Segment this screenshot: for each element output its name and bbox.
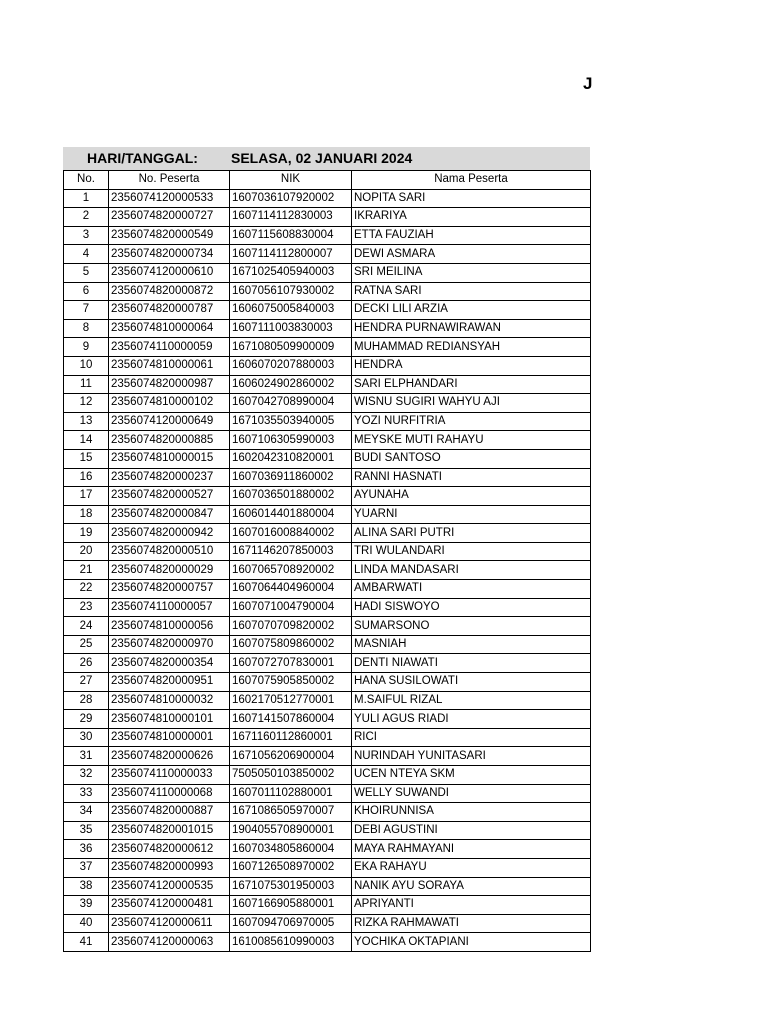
table-row xyxy=(64,877,591,896)
participant-name: SUMARSONO xyxy=(352,617,591,636)
table-body xyxy=(64,189,591,951)
row-number: 7 xyxy=(64,301,109,320)
row-number: 9 xyxy=(64,338,109,357)
participant-number: 2356074120000610 xyxy=(109,263,230,282)
nik-value: 1607114112800007 xyxy=(230,245,352,264)
participant-name: HADI SISWOYO xyxy=(352,598,591,617)
row-number: 38 xyxy=(64,877,109,896)
participant-name: MASNIAH xyxy=(352,635,591,654)
table-row xyxy=(64,505,591,524)
table-row xyxy=(64,449,591,468)
row-number: 18 xyxy=(64,505,109,524)
table-row xyxy=(64,524,591,543)
participant-name: KHOIRUNNISA xyxy=(352,803,591,822)
nik-value: 1607166905880001 xyxy=(230,896,352,915)
participant-name: UCEN NTEYA SKM xyxy=(352,766,591,785)
participant-number: 2356074820000510 xyxy=(109,542,230,561)
participant-number: 2356074110000057 xyxy=(109,598,230,617)
participant-number: 2356074820000847 xyxy=(109,505,230,524)
nik-value: 1671160112860001 xyxy=(230,728,352,747)
participant-number: 2356074120000481 xyxy=(109,896,230,915)
participant-number: 2356074820000626 xyxy=(109,747,230,766)
participant-name: AYUNAHA xyxy=(352,487,591,506)
row-number: 4 xyxy=(64,245,109,264)
nik-value: 1606014401880004 xyxy=(230,505,352,524)
participant-name: ETTA FAUZIAH xyxy=(352,226,591,245)
participant-number: 2356074810000101 xyxy=(109,710,230,729)
table-row xyxy=(64,542,591,561)
participant-name: DENTI NIAWATI xyxy=(352,654,591,673)
nik-value: 1904055708900001 xyxy=(230,821,352,840)
table-row xyxy=(64,580,591,599)
participant-name: MAYA RAHMAYANI xyxy=(352,840,591,859)
participant-number: 2356074820000527 xyxy=(109,487,230,506)
participant-number: 2356074810000102 xyxy=(109,394,230,413)
nik-value: 7505050103850002 xyxy=(230,766,352,785)
column-header-nik: NIK xyxy=(230,171,352,190)
table-row xyxy=(64,487,591,506)
participant-number: 2356074820000970 xyxy=(109,635,230,654)
table-row xyxy=(64,840,591,859)
participant-number: 2356074120000063 xyxy=(109,933,230,952)
participant-name: RATNA SARI xyxy=(352,282,591,301)
nik-value: 1606024902860002 xyxy=(230,375,352,394)
nik-value: 1607042708990004 xyxy=(230,394,352,413)
row-number: 39 xyxy=(64,896,109,915)
participant-name: RICI xyxy=(352,728,591,747)
row-number: 15 xyxy=(64,449,109,468)
row-number: 26 xyxy=(64,654,109,673)
row-number: 34 xyxy=(64,803,109,822)
nik-value: 1607075809860002 xyxy=(230,635,352,654)
participant-number: 2356074820000872 xyxy=(109,282,230,301)
participant-name: RANNI HASNATI xyxy=(352,468,591,487)
table-row xyxy=(64,282,591,301)
table-row xyxy=(64,189,591,208)
participant-name: MUHAMMAD REDIANSYAH xyxy=(352,338,591,357)
table-row xyxy=(64,654,591,673)
row-number: 14 xyxy=(64,431,109,450)
nik-value: 1607065708920002 xyxy=(230,561,352,580)
row-number: 41 xyxy=(64,933,109,952)
nik-value: 1671080509900009 xyxy=(230,338,352,357)
participant-number: 2356074820000029 xyxy=(109,561,230,580)
nik-value: 1607106305990003 xyxy=(230,431,352,450)
table-row xyxy=(64,914,591,933)
participant-name: HENDRA PURNAWIRAWAN xyxy=(352,319,591,338)
column-header-no-peserta: No. Peserta xyxy=(109,171,230,190)
participant-number: 2356074120000535 xyxy=(109,877,230,896)
row-number: 37 xyxy=(64,858,109,877)
participant-name: DECKI LILI ARZIA xyxy=(352,301,591,320)
participant-name: SRI MEILINA xyxy=(352,263,591,282)
date-header-band xyxy=(63,147,590,170)
participant-name: YULI AGUS RIADI xyxy=(352,710,591,729)
table-row xyxy=(64,673,591,692)
participant-number: 2356074820000951 xyxy=(109,673,230,692)
row-number: 23 xyxy=(64,598,109,617)
table-row xyxy=(64,766,591,785)
nik-value: 1607115608830004 xyxy=(230,226,352,245)
nik-value: 1671086505970007 xyxy=(230,803,352,822)
row-number: 2 xyxy=(64,208,109,227)
nik-value: 1607034805860004 xyxy=(230,840,352,859)
row-number: 1 xyxy=(64,189,109,208)
table-row xyxy=(64,803,591,822)
participant-name: YUARNI xyxy=(352,505,591,524)
row-number: 3 xyxy=(64,226,109,245)
nik-value: 1607056107930002 xyxy=(230,282,352,301)
nik-value: 1671035503940005 xyxy=(230,412,352,431)
row-number: 16 xyxy=(64,468,109,487)
table-row xyxy=(64,784,591,803)
nik-value: 1607094706970005 xyxy=(230,914,352,933)
nik-value: 1607075905850002 xyxy=(230,673,352,692)
row-number: 17 xyxy=(64,487,109,506)
participant-name: WISNU SUGIRI WAHYU AJI xyxy=(352,394,591,413)
nik-value: 1607114112830003 xyxy=(230,208,352,227)
row-number: 5 xyxy=(64,263,109,282)
table-row xyxy=(64,319,591,338)
day-date-value: SELASA, 02 JANUARI 2024 xyxy=(231,150,413,166)
table-row xyxy=(64,208,591,227)
participant-number: 2356074810000064 xyxy=(109,319,230,338)
table-row xyxy=(64,747,591,766)
participant-name: IKRARIYA xyxy=(352,208,591,227)
participant-name: WELLY SUWANDI xyxy=(352,784,591,803)
table-row xyxy=(64,858,591,877)
participant-number: 2356074820000237 xyxy=(109,468,230,487)
row-number: 27 xyxy=(64,673,109,692)
participant-number: 2356074820000549 xyxy=(109,226,230,245)
nik-value: 1607011102880001 xyxy=(230,784,352,803)
table-row xyxy=(64,635,591,654)
participant-name: ALINA SARI PUTRI xyxy=(352,524,591,543)
participant-number: 2356074820000354 xyxy=(109,654,230,673)
row-number: 31 xyxy=(64,747,109,766)
participant-table xyxy=(63,170,591,952)
table-row xyxy=(64,375,591,394)
participant-number: 2356074820000612 xyxy=(109,840,230,859)
participant-name: DEBI AGUSTINI xyxy=(352,821,591,840)
row-number: 13 xyxy=(64,412,109,431)
participant-number: 2356074820000727 xyxy=(109,208,230,227)
participant-number: 2356074820000942 xyxy=(109,524,230,543)
row-number: 30 xyxy=(64,728,109,747)
column-header-nama-peserta: Nama Peserta xyxy=(352,171,591,190)
participant-name: SARI ELPHANDARI xyxy=(352,375,591,394)
table-row xyxy=(64,356,591,375)
participant-name: BUDI SANTOSO xyxy=(352,449,591,468)
row-number: 8 xyxy=(64,319,109,338)
participant-name: MEYSKE MUTI RAHAYU xyxy=(352,431,591,450)
row-number: 28 xyxy=(64,691,109,710)
table-row xyxy=(64,821,591,840)
table-row xyxy=(64,468,591,487)
nik-value: 1607036911860002 xyxy=(230,468,352,487)
nik-value: 1671056206900004 xyxy=(230,747,352,766)
participant-number: 2356074820000757 xyxy=(109,580,230,599)
table-row xyxy=(64,561,591,580)
nik-value: 1607111003830003 xyxy=(230,319,352,338)
participant-number: 2356074120000649 xyxy=(109,412,230,431)
participant-name: HANA SUSILOWATI xyxy=(352,673,591,692)
participant-name: YOZI NURFITRIA xyxy=(352,412,591,431)
participant-name: DEWI ASMARA xyxy=(352,245,591,264)
participant-name: NOPITA SARI xyxy=(352,189,591,208)
row-number: 25 xyxy=(64,635,109,654)
participant-name: APRIYANTI xyxy=(352,896,591,915)
row-number: 24 xyxy=(64,617,109,636)
participant-name: EKA RAHAYU xyxy=(352,858,591,877)
row-number: 40 xyxy=(64,914,109,933)
participant-number: 2356074120000611 xyxy=(109,914,230,933)
nik-value: 1607126508970002 xyxy=(230,858,352,877)
participant-number: 2356074820000787 xyxy=(109,301,230,320)
participant-number: 2356074820000887 xyxy=(109,803,230,822)
participant-number: 2356074810000032 xyxy=(109,691,230,710)
participant-number: 2356074820000987 xyxy=(109,375,230,394)
nik-value: 1607064404960004 xyxy=(230,580,352,599)
nik-value: 1671146207850003 xyxy=(230,542,352,561)
participant-number: 2356074110000033 xyxy=(109,766,230,785)
table-row xyxy=(64,301,591,320)
participant-number: 2356074820000885 xyxy=(109,431,230,450)
participant-number: 2356074120000533 xyxy=(109,189,230,208)
nik-value: 1607036107920002 xyxy=(230,189,352,208)
row-number: 6 xyxy=(64,282,109,301)
nik-value: 1606070207880003 xyxy=(230,356,352,375)
table-row xyxy=(64,598,591,617)
table-header-row xyxy=(64,171,591,190)
nik-value: 1607071004790004 xyxy=(230,598,352,617)
table-row xyxy=(64,245,591,264)
table-row xyxy=(64,394,591,413)
table-row xyxy=(64,226,591,245)
nik-value: 1607072707830001 xyxy=(230,654,352,673)
participant-number: 2356074110000068 xyxy=(109,784,230,803)
nik-value: 1607016008840002 xyxy=(230,524,352,543)
participant-number: 2356074810000056 xyxy=(109,617,230,636)
row-number: 10 xyxy=(64,356,109,375)
day-date-label: HARI/TANGGAL: xyxy=(87,150,198,166)
participant-name: NURINDAH YUNITASARI xyxy=(352,747,591,766)
participant-number: 2356074810000015 xyxy=(109,449,230,468)
row-number: 32 xyxy=(64,766,109,785)
participant-number: 2356074820000734 xyxy=(109,245,230,264)
nik-value: 1606075005840003 xyxy=(230,301,352,320)
row-number: 21 xyxy=(64,561,109,580)
row-number: 22 xyxy=(64,580,109,599)
row-number: 12 xyxy=(64,394,109,413)
table-row xyxy=(64,412,591,431)
nik-value: 1610085610990003 xyxy=(230,933,352,952)
participant-name: LINDA MANDASARI xyxy=(352,561,591,580)
page-heading-fragment: J xyxy=(583,74,593,93)
column-header-no: No. xyxy=(64,171,109,190)
row-number: 20 xyxy=(64,542,109,561)
row-number: 11 xyxy=(64,375,109,394)
table-row xyxy=(64,617,591,636)
row-number: 36 xyxy=(64,840,109,859)
participant-number: 2356074810000001 xyxy=(109,728,230,747)
participant-name: TRI WULANDARI xyxy=(352,542,591,561)
table-row xyxy=(64,933,591,952)
table-row xyxy=(64,728,591,747)
row-number: 35 xyxy=(64,821,109,840)
nik-value: 1607070709820002 xyxy=(230,617,352,636)
table-row xyxy=(64,896,591,915)
participant-number: 2356074810000061 xyxy=(109,356,230,375)
table-row xyxy=(64,263,591,282)
participant-name: YOCHIKA OKTAPIANI xyxy=(352,933,591,952)
participant-number: 2356074820000993 xyxy=(109,858,230,877)
nik-value: 1602170512770001 xyxy=(230,691,352,710)
participant-sheet xyxy=(63,147,590,952)
participant-name: HENDRA xyxy=(352,356,591,375)
row-number: 19 xyxy=(64,524,109,543)
participant-name: M.SAIFUL RIZAL xyxy=(352,691,591,710)
row-number: 29 xyxy=(64,710,109,729)
participant-number: 2356074110000059 xyxy=(109,338,230,357)
nik-value: 1607036501880002 xyxy=(230,487,352,506)
participant-number: 2356074820001015 xyxy=(109,821,230,840)
table-row xyxy=(64,710,591,729)
nik-value: 1671075301950003 xyxy=(230,877,352,896)
participant-name: RIZKA RAHMAWATI xyxy=(352,914,591,933)
table-row xyxy=(64,691,591,710)
nik-value: 1607141507860004 xyxy=(230,710,352,729)
nik-value: 1671025405940003 xyxy=(230,263,352,282)
participant-name: AMBARWATI xyxy=(352,580,591,599)
participant-name: NANIK AYU SORAYA xyxy=(352,877,591,896)
table-row xyxy=(64,338,591,357)
table-row xyxy=(64,431,591,450)
nik-value: 1602042310820001 xyxy=(230,449,352,468)
row-number: 33 xyxy=(64,784,109,803)
